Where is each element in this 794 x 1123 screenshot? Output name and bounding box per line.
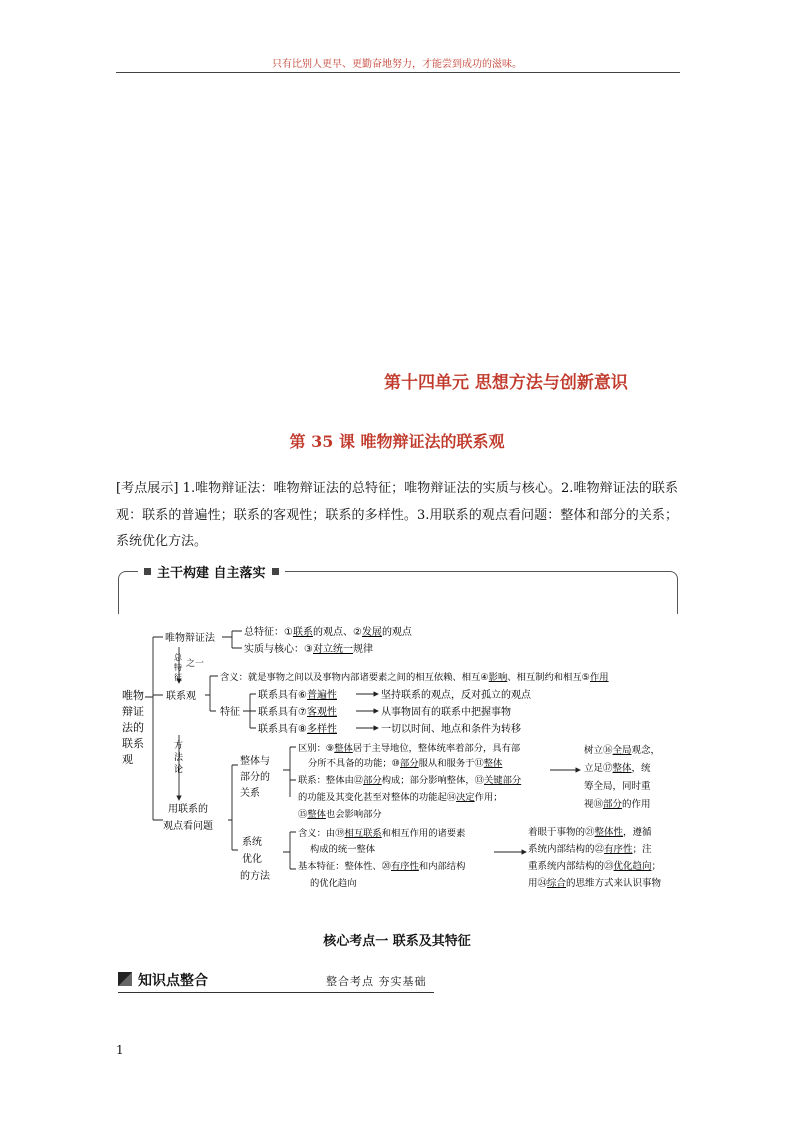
svg-text:论: 论 <box>174 765 184 775</box>
svg-text:重系统内部结构的㉓优化趋向；: 重系统内部结构的㉓优化趋向； <box>528 861 662 872</box>
svg-text:区别：⑨整体居于主导地位，整体统率着部分，具有部: 区别：⑨整体居于主导地位，整体统率着部分，具有部 <box>298 743 521 754</box>
feature-objective: 联系具有⑦客观性 <box>258 707 337 718</box>
svg-text:视⑱部分的作用: 视⑱部分的作用 <box>584 799 651 810</box>
root-line: 观 <box>122 753 133 766</box>
intro-tag: [考点展示] <box>116 481 179 496</box>
section-title: 主干构建 自主落实 <box>157 566 266 581</box>
whole-part-details <box>298 742 522 820</box>
system-details <box>298 827 465 889</box>
knowledge-rule <box>118 992 434 993</box>
svg-text:构成的统一整体: 构成的统一整体 <box>310 844 376 855</box>
node-apply-line1: 用联系的 <box>168 804 208 815</box>
svg-text:立足⑰整体，统: 立足⑰整体，统 <box>584 763 651 774</box>
svg-text:特: 特 <box>174 663 182 672</box>
svg-text:关系: 关系 <box>240 788 260 799</box>
root-line: 唯物 <box>122 689 144 702</box>
svg-text:系统内部结构的㉒有序性；注: 系统内部结构的㉒有序性；注 <box>528 844 652 855</box>
node-connection-view: 联系观 <box>166 691 196 702</box>
node-dialectics: 唯物辩证法 <box>165 633 215 644</box>
svg-text:优化: 优化 <box>242 854 262 865</box>
svg-text:筹全局，同时重: 筹全局，同时重 <box>584 781 651 792</box>
svg-text:征: 征 <box>174 673 182 682</box>
root-line: 联系 <box>122 737 144 750</box>
svg-text:的功能及其变化甚至对整体的功能起⑭决定作用；: 的功能及其变化甚至对整体的功能起⑭决定作用； <box>298 792 503 803</box>
unit-title: 第十四单元 思想方法与创新意识 <box>384 373 628 393</box>
intro-text: 1.唯物辩证法：唯物辩证法的总特征；唯物辩证法的实质与核心。2.唯物辩证法的联系观：联系的普遍性；联系的客观性；联系的多样性。3.用联系的观点看问题：整体和部分的关系；系统优化方法。 <box>116 481 678 549</box>
svg-text:系统: 系统 <box>242 837 262 848</box>
node-essence: 实质与核心：③对立统一规律 <box>244 644 373 655</box>
svg-text:的优化趋向: 的优化趋向 <box>310 878 357 889</box>
svg-text:基本特征：整体性、⑳有序性和内部结构: 基本特征：整体性、⑳有序性和内部结构 <box>298 861 466 872</box>
feature-universal: 联系具有⑥普遍性 <box>258 690 337 701</box>
lesson-title: 第 35 课 唯物辩证法的联系观 <box>289 432 505 451</box>
node-apply-line2: 观点看问题 <box>163 821 213 832</box>
label-methodology-vertical <box>174 739 184 775</box>
feature-diverse-result: 一切以时间、地点和条件为转移 <box>381 724 521 735</box>
node-general-feature: 总特征：①联系的观点、②发展的观点 <box>244 627 412 638</box>
svg-text:部分的: 部分的 <box>240 772 270 783</box>
key-point-title: 核心考点一 联系及其特征 <box>323 934 471 949</box>
svg-text:法: 法 <box>174 753 184 763</box>
root-line: 辩证 <box>122 705 144 718</box>
feature-diverse: 联系具有⑧多样性 <box>258 724 337 735</box>
svg-text:总: 总 <box>174 653 182 662</box>
label-one-of: 之一 <box>186 659 205 669</box>
svg-text:含义：由⑲相互联系和相互作用的诸要素: 含义：由⑲相互联系和相互作用的诸要素 <box>298 828 466 839</box>
knowledge-title: 知识点整合 <box>138 973 208 989</box>
feature-universal-result: 坚持联系的观点，反对孤立的观点 <box>381 690 531 701</box>
node-whole-part <box>240 754 270 799</box>
root-label <box>122 688 144 766</box>
system-conclusion <box>528 826 662 889</box>
svg-text:的方法: 的方法 <box>240 871 270 882</box>
svg-text:着眼于事物的㉑整体性，遵循: 着眼于事物的㉑整体性，遵循 <box>528 827 652 838</box>
whole-part-conclusion <box>584 744 660 810</box>
svg-text:整体与: 整体与 <box>240 756 270 767</box>
feature-objective-result: 从事物固有的联系中把握事物 <box>381 707 511 718</box>
root-line: 法的 <box>122 721 144 734</box>
svg-text:分所不具备的功能；⑩部分服从和服务于⑪整体: 分所不具备的功能；⑩部分服从和服务于⑪整体 <box>308 758 503 769</box>
knowledge-icon <box>118 972 132 986</box>
header-motto: 只有比别人更早、更勤奋地努力，才能尝到成功的滋味。 <box>272 59 522 70</box>
label-general-feature-vertical <box>174 652 183 682</box>
node-features: 特征 <box>220 707 240 718</box>
svg-text:⑮整体也会影响部分: ⑮整体也会影响部分 <box>298 809 382 820</box>
page-number: 1 <box>116 1043 124 1057</box>
knowledge-subtitle: 整合考点 夯实基础 <box>326 975 427 988</box>
svg-text:联系：整体由⑫部分构成；部分影响整体，⑬关键部分: 联系：整体由⑫部分构成；部分影响整体，⑬关键部分 <box>298 775 522 786</box>
node-system-optimization <box>240 835 271 882</box>
svg-text:树立⑯全局观念，: 树立⑯全局观念， <box>584 745 661 756</box>
svg-text:方: 方 <box>174 741 184 751</box>
svg-text:用㉔综合的思维方式来认识事物: 用㉔综合的思维方式来认识事物 <box>528 878 662 889</box>
node-connection-meaning: 含义：就是事物之间以及事物内部诸要素之间的相互依赖、相互④影响、相互制约和相互⑤作用 <box>220 672 609 683</box>
